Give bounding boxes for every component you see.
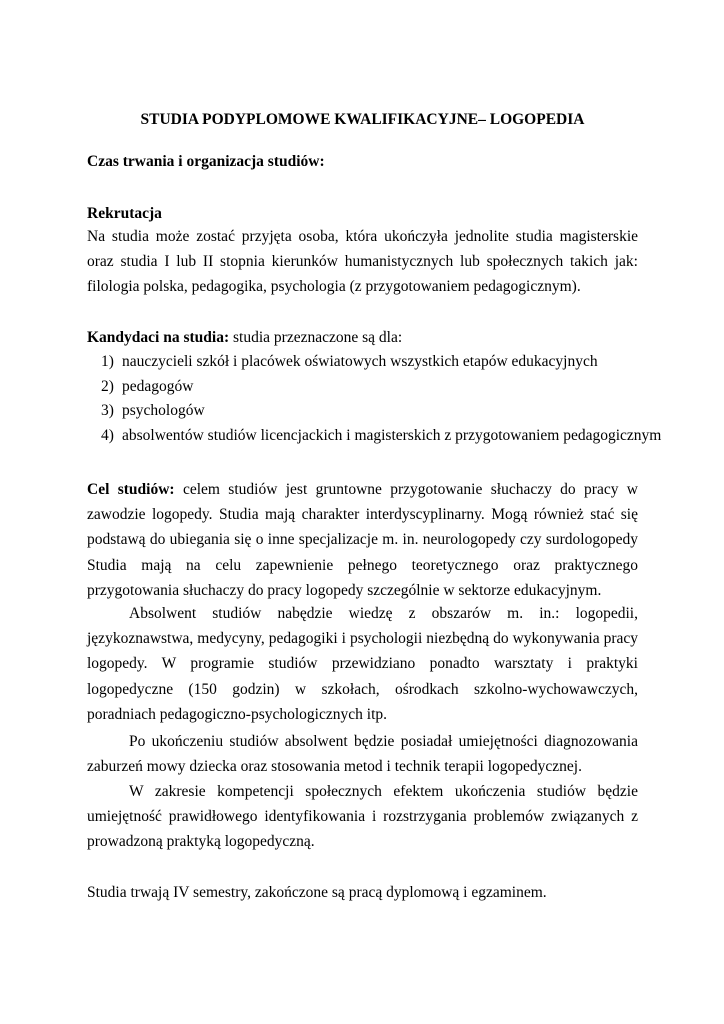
- goal-text: celem studiów jest gruntowne przygotowanie słuchaczy do pracy w zawodzie logopedy. Studia mają charakter interdyscyplinarny. Mogą również stać się podstawą do ubiegania się o inne specjalizacje m. in. neurologopedy czy surdologopedy Studia mają na celu zapewnienie pełnego teoretycznego oraz praktycznego przygotowania słuchaczy do pracy logopedy szczególnie w sektorze edukacyjnym.: [87, 481, 639, 599]
- candidates-label: Kandydaci na studia:: [87, 329, 230, 346]
- candidates-text: studia przeznaczone są dla:: [229, 329, 403, 346]
- goal-label: Cel studiów:: [87, 481, 175, 498]
- list-item-text: nauczycieli szkół i placówek oświatowych wszystkich etapów edukacyjnych: [122, 353, 598, 370]
- list-item: [87, 375, 638, 400]
- list-item-text: pedagogów: [122, 377, 194, 395]
- recruitment-heading: Rekrutacja: [87, 205, 162, 222]
- list-item-text: psychologów: [122, 402, 205, 420]
- list-item: [87, 399, 638, 424]
- list-item-number: 1): [101, 353, 114, 370]
- list-item-number: 2): [101, 377, 114, 395]
- list-item-number: 3): [101, 402, 114, 420]
- goal-p4-text: W zakresie kompetencji społecznych efektem ukończenia studiów będzie umiejętność prawidłowego identyfikowania i rozstrzygania problemów związanych z prowadzoną praktyką logopedyczną.: [87, 783, 638, 851]
- duration-heading: Czas trwania i organizacja studiów:: [87, 153, 325, 170]
- goal-paragraph-3: [87, 729, 638, 779]
- list-item: [87, 350, 638, 375]
- candidates-paragraph: [87, 325, 638, 350]
- candidates-list: [87, 350, 662, 449]
- goal-paragraph-4: [87, 779, 638, 855]
- goal-paragraph: [87, 477, 638, 603]
- recruitment-text: Na studia może zostać przyjęta osoba, która ukończyła jednolite studia magisterskie oraz studia I lub II stopnia kierunków humanistycznych lub społecznych takich jak: filologia polska, pedagogika, psychologia (z przygotowaniem pedagogicznym).: [87, 228, 638, 296]
- goal-paragraph-2: [87, 601, 638, 727]
- goal-p2-text: Absolwent studiów nabędzie wiedzę z obszarów m. in.: logopedii, językoznawstwa, medycyny, pedagogiki i psychologii niezbędną do wykonywania pracy logopedy. W programie studiów przewidziano ponadto warsztaty i praktyki logopedyczne (150 godzin) w szkołach, ośrodkach szkolno-wychowawczych, poradniach pedagogiczno-psychologicznych itp.: [87, 605, 638, 723]
- list-item: [87, 424, 662, 449]
- goal-p3-text: Po ukończeniu studiów absolwent będzie posiadał umiejętności diagnozowania zaburzeń mowy dziecka oraz stosowania metod i technik terapii logopedycznej.: [87, 733, 638, 776]
- closing-text: Studia trwają IV semestry, zakończone są pracą dyplomową i egzaminem.: [87, 884, 547, 901]
- list-item-text: absolwentów studiów licencjackich i magisterskich z przygotowaniem pedagogicznym: [122, 427, 662, 445]
- document-page: [87, 0, 662, 1024]
- list-item-number: 4): [101, 427, 114, 445]
- document-title: STUDIA PODYPLOMOWE KWALIFIKACYJNE– LOGOPEDIA: [140, 111, 585, 128]
